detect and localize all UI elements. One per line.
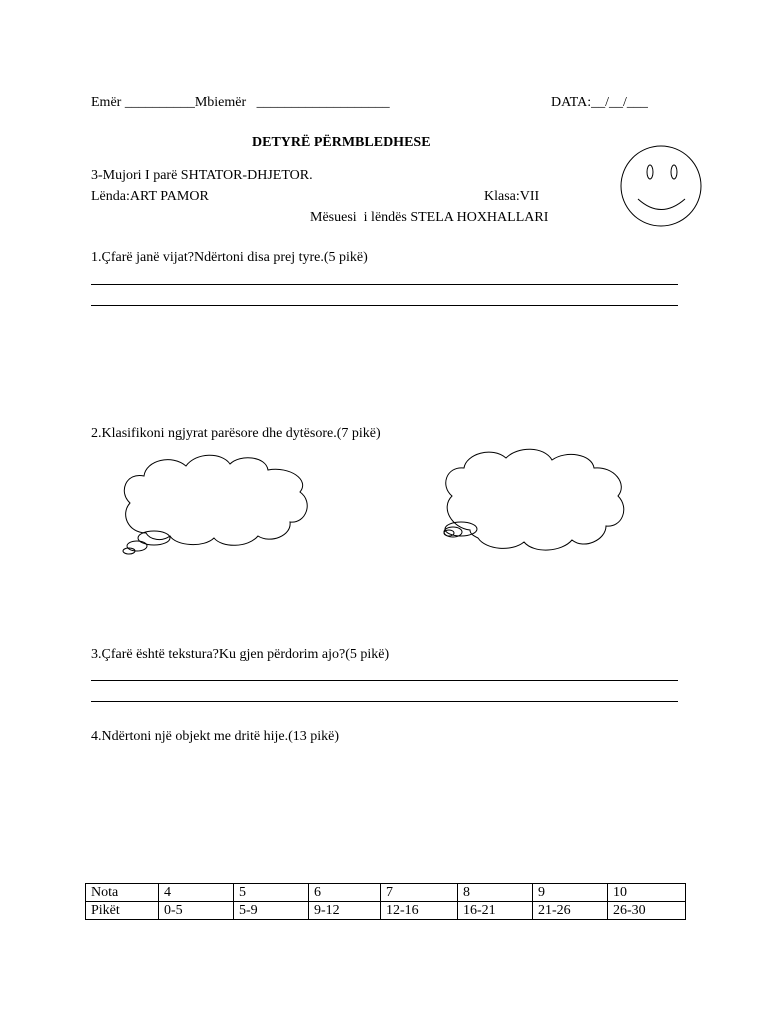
grade-cell: 10 (608, 884, 686, 902)
grade-row-label: Nota (86, 884, 159, 902)
question-1: 1.Çfarë janë vijat?Ndërtoni disa prej tyre.(5 pikë) (91, 250, 368, 265)
grade-cell: 8 (458, 884, 533, 902)
grade-cell: 9 (533, 884, 608, 902)
points-cell: 5-9 (234, 902, 309, 920)
table-row (86, 884, 686, 902)
points-cell: 21-26 (533, 902, 608, 920)
points-cell: 0-5 (159, 902, 234, 920)
teacher-line: Mësuesi i lëndës STELA HOXHALLARI (310, 210, 549, 225)
question-4: 4.Ndërtoni një objekt me dritë hije.(13 pikë) (91, 729, 340, 744)
answer-line-1a[interactable] (91, 284, 678, 285)
grade-cell: 4 (159, 884, 234, 902)
grade-cell: 7 (381, 884, 458, 902)
answer-line-3a[interactable] (91, 680, 678, 681)
points-row-label: Pikët (86, 902, 159, 920)
answer-line-3b[interactable] (91, 701, 678, 702)
period-line: 3-Mujori I parë SHTATOR-DHJETOR. (91, 168, 313, 183)
points-cell: 16-21 (458, 902, 533, 920)
subject-line: Lënda:ART PAMOR (91, 189, 209, 204)
answer-line-1b[interactable] (91, 305, 678, 306)
page-title: DETYRË PËRMBLEDHESE (252, 135, 431, 150)
table-row (86, 902, 686, 920)
date-line: DATA:__/__/___ (551, 95, 648, 110)
grade-cell: 5 (234, 884, 309, 902)
class-line: Klasa:VII (484, 189, 540, 204)
points-cell: 26-30 (608, 902, 686, 920)
points-cell: 9-12 (309, 902, 381, 920)
grades-table (85, 883, 686, 920)
grade-cell: 6 (309, 884, 381, 902)
name-surname-line: Emër __________Mbiemër ___________________ (91, 95, 390, 110)
question-2: 2.Klasifikoni ngjyrat parësore dhe dytësore.(7 pikë) (91, 426, 381, 441)
points-cell: 12-16 (381, 902, 458, 920)
question-3: 3.Çfarë është tekstura?Ku gjen përdorim ajo?(5 pikë) (91, 647, 390, 662)
